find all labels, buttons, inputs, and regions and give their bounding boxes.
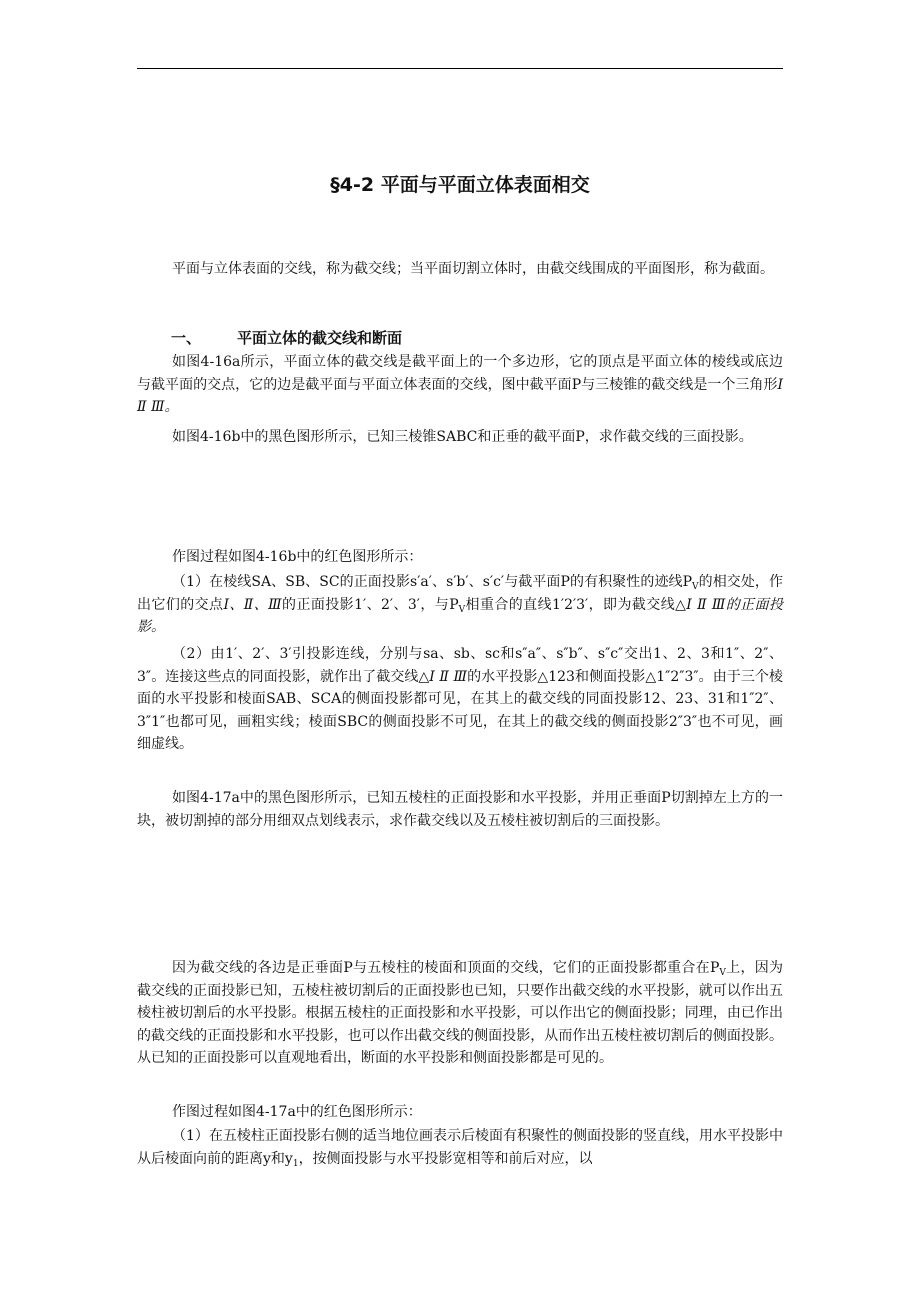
step-3-part-a: （1）在五棱柱正面投影右侧的适当地位画表示后棱面有积聚性的侧面投影的竖直线，用水平投影中从后棱面向前的距离y和y [137, 1128, 783, 1167]
step-1-part-e: Ⅰ Ⅱ Ⅲ的正面投影。 [137, 596, 783, 635]
paragraph-5 [137, 957, 783, 1070]
paragraph-4-text: 如图4-17a中的黑色图形所示，已知五棱柱的正面投影和水平投影，并用正垂面P切割掉左上方的一块，被切割掉的部分用细双点划线表示，求作截交线以及五棱柱被切割后的三面投影。 [137, 790, 783, 829]
step-2-roman: Ⅰ Ⅱ Ⅲ [429, 668, 468, 685]
paragraph-1-text: 如图4-16a所示，平面立体的截交线是截平面上的一个多边形，它的顶点是平面立体的棱线或底边与截平面的交点，它的边是截平面与平面立体表面的交线，图中截平面P与三棱锥的截交线是一个三角形 [137, 354, 783, 393]
intro-paragraph [137, 258, 783, 281]
step-1-part-c: 的正面投影1′、2′、3′，与P [282, 596, 459, 613]
step-2-part-b: 的水平投影△123和侧面投影△1″2″3″。由于三个棱面的水平投影和棱面SAB、SCA的侧面投影都可见，在其上的截交线的同面投影12、23、31和1″2″、3″1″也都可见，画粗实线；棱面SBC的侧面投影不可见，在其上的截交线的侧面投影2″3″也不可见，画细虚线。 [137, 668, 783, 752]
step-3-part-b: ，按侧面投影与水平投影宽相等和前后对应，以 [298, 1150, 593, 1167]
paragraph-6-text: 作图过程如图4-17a中的红色图形所示： [172, 1104, 422, 1120]
section-number: 一、 [171, 329, 202, 347]
step-1-sub-v: V [692, 582, 699, 592]
step-1-sub-v2: V [458, 604, 466, 615]
step-3 [137, 1125, 783, 1170]
paragraph-5-sub-v: V [719, 968, 726, 978]
step-1-part-a: （1）在棱线SA、SB、SC的正面投影s′a′、s′b′、s′c′与截平面P的有积聚性的迹线P [172, 574, 693, 590]
step-1-part-d: 相重合的直线1′2′3′，即为截交线△ [465, 596, 687, 613]
paragraph-3-text: 作图过程如图4-16b中的红色图形所示： [172, 549, 423, 565]
step-2 [137, 643, 783, 756]
paragraph-5-part-b: 上，因为截交线的正面投影已知，五棱柱被切割后的正面投影也已知，只要作出截交线的水平投影，就可以作出五棱柱被切割后的水平投影。根据五棱柱的正面投影和水平投影，可以作出它的侧面投影；同理，由已作出的截交线的正面投影和水平投影，也可以作出截交线的侧面投影，从而作出五棱柱被切割后的侧面投影。从已知的正面投影可以直观地看出，断面的水平投影和侧面投影都是可见的。 [137, 960, 784, 1066]
header-rule [137, 68, 783, 69]
paragraph-1 [137, 351, 783, 419]
step-1-roman: Ⅰ、Ⅱ、Ⅲ [223, 596, 283, 613]
page-title: §4-2 平面与平面立体表面相交 [330, 174, 590, 196]
paragraph-3 [137, 546, 783, 569]
paragraph-1-roman: Ⅰ Ⅱ Ⅲ。 [137, 376, 783, 415]
paragraph-6 [137, 1101, 783, 1124]
paragraph-2-text: 如图4-16b中的黑色图形所示，已知三棱锥SABC和正垂的截平面P，求作截交线的三面投影。 [172, 429, 753, 445]
section-label: 平面立体的截交线和断面 [237, 329, 403, 347]
step-1-part-b: 的相交处，作出它们的交点 [137, 574, 784, 613]
intro-text: 平面与立体表面的交线，称为截交线；当平面切割立体时，由截交线围成的平面图形，称为截面。 [172, 261, 774, 277]
section-heading [171, 327, 402, 349]
paragraph-5-part-a: 因为截交线的各边是正垂面P与五棱柱的棱面和顶面的交线，它们的正面投影都重合在P [172, 960, 720, 976]
paragraph-2 [137, 426, 783, 449]
paragraph-4 [137, 787, 783, 832]
step-1 [137, 571, 783, 639]
step-2-part-a: （2）由1′、2′、3′引投影连线，分别与sa、sb、sc和s″a″、s″b″、s″c″交出1、2、3和1″、2″、3″。连接这些点的同面投影，就作出了截交线△ [137, 646, 783, 685]
step-3-sub-1: 1 [292, 1158, 299, 1169]
